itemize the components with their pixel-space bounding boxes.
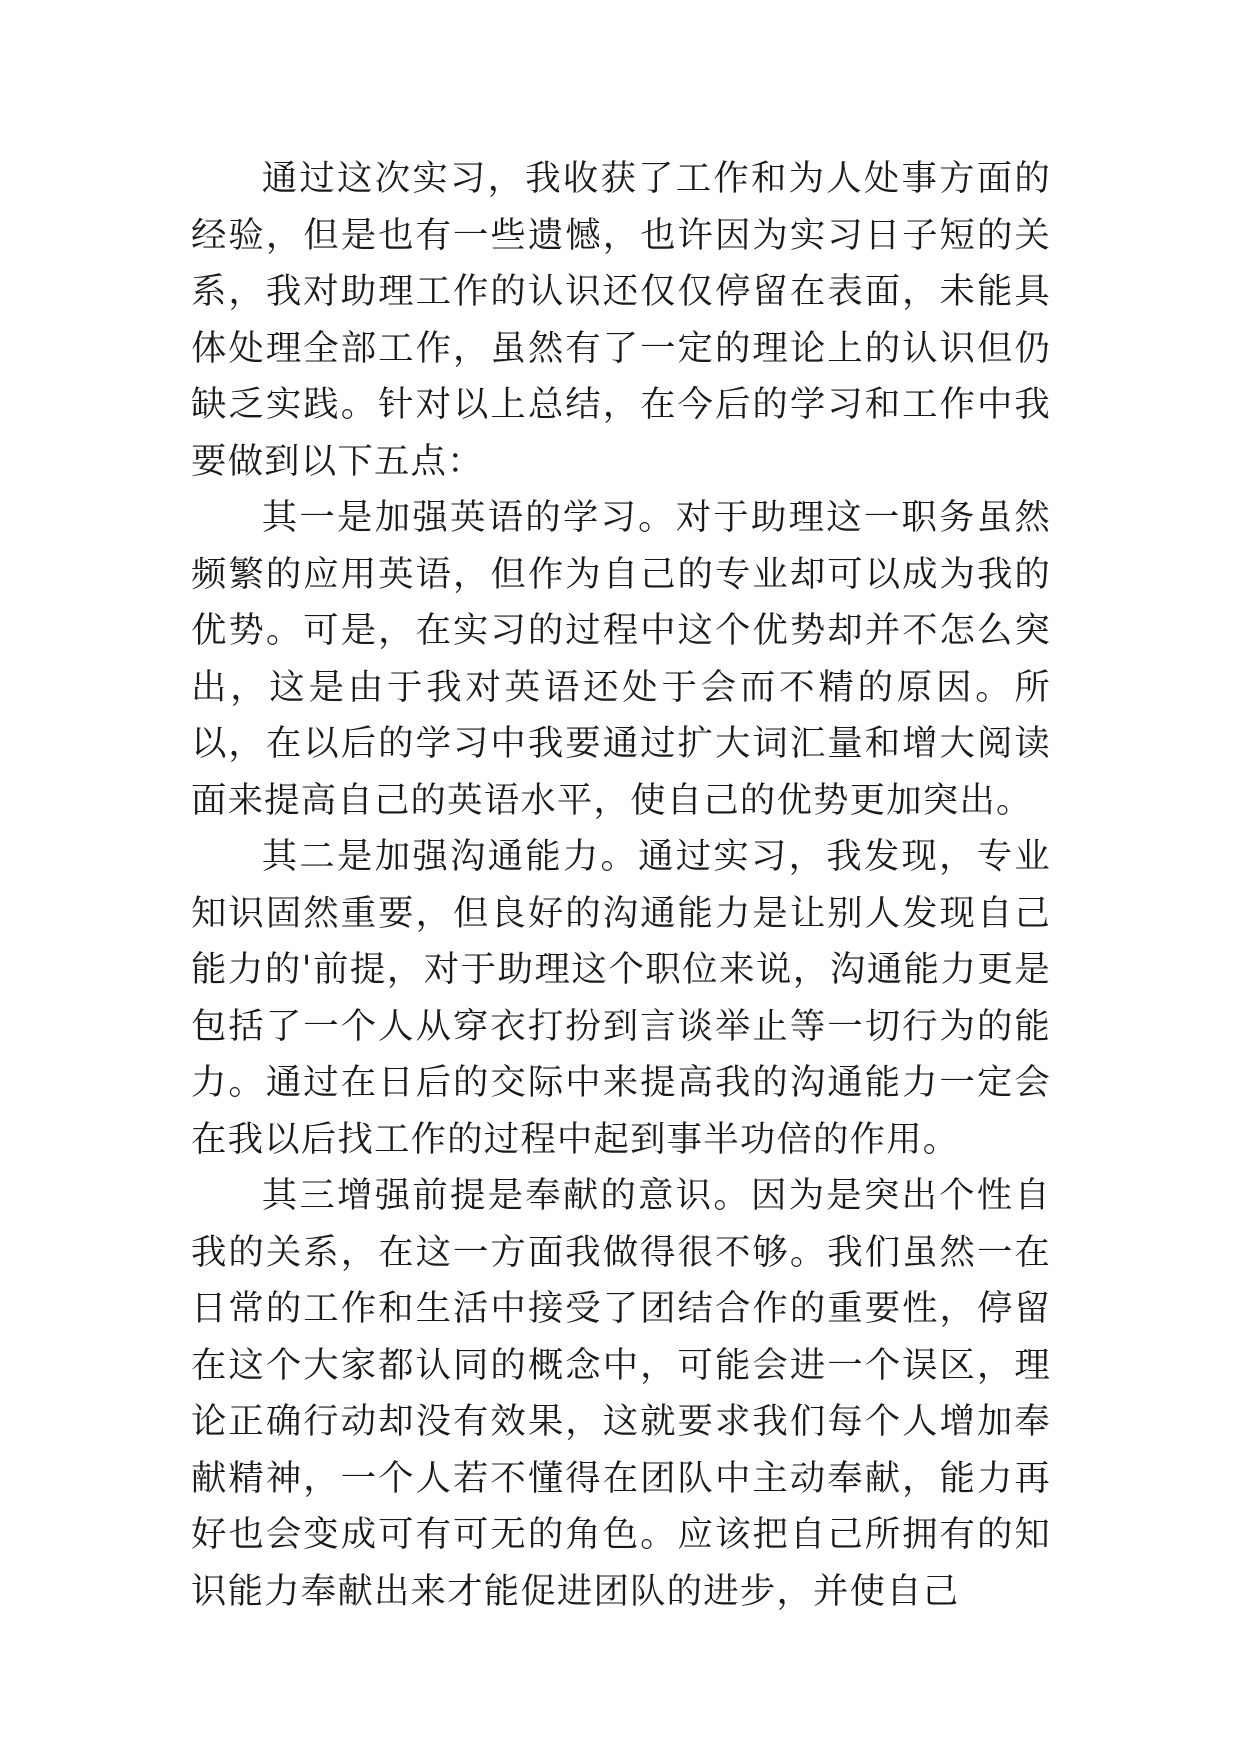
paragraph-english-study: 其一是加强英语的学习。对于助理这一职务虽然频繁的应用英语，但作为自己的专业却可以成为我的优势。可是，在实习的过程中这个优势却并不怎么突出，这是由于我对英语还处于会而不精的原因。所以，在以后的学习中我要通过扩大词汇量和增大阅读面来提高自己的英语水平，使自己的优势更加突出。 xyxy=(191,497,1051,821)
document-body xyxy=(191,151,1051,1620)
paragraph-dedication: 其三增强前提是奉献的意识。因为是突出个性自我的关系，在这一方面我做得很不够。我们虽然一在日常的工作和生活中接受了团结合作的重要性，停留在这个大家都认同的概念中，可能会进一个误区，理论正确行动却没有效果，这就要求我们每个人增加奉献精神，一个人若不懂得在团队中主动奉献，能力再好也会变成可有可无的角色。应该把自己所拥有的知识能力奉献出来才能促进团队的进步，并使自己 xyxy=(191,1175,1051,1612)
paragraph-summary: 通过这次实习，我收获了工作和为人处事方面的经验，但是也有一些遗憾，也许因为实习日子短的关系，我对助理工作的认识还仅仅停留在表面，未能具体处理全部工作，虽然有了一定的理论上的认识但仍缺乏实践。针对以上总结，在今后的学习和工作中我要做到以下五点： xyxy=(191,158,1051,482)
paragraph-communication: 其二是加强沟通能力。通过实习，我发现，专业知识固然重要，但良好的沟通能力是让别人发现自己能力的'前提，对于助理这个职位来说，沟通能力更是包括了一个人从穿衣打扮到言谈举止等一切行为的能力。通过在日后的交际中来提高我的沟通能力一定会在我以后找工作的过程中起到事半功倍的作用。 xyxy=(191,836,1051,1160)
